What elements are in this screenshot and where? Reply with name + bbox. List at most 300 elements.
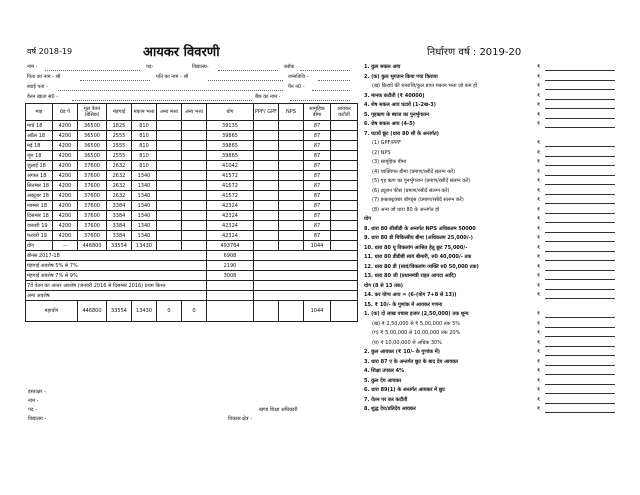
amount-field[interactable] [545,222,615,223]
salary-cell: 4200 [53,211,78,221]
extra-label: मंहगाई अवशेष 5% से 7% [26,261,207,271]
salary-row [26,141,358,151]
rupee-symbol: ₹ [537,359,541,365]
amount-field[interactable] [545,374,615,375]
amount-field[interactable] [545,127,615,128]
salary-cell: 39865 [207,151,254,161]
salary-cell [279,221,304,231]
amount-field[interactable] [545,279,615,280]
assessment-year: निर्धारण वर्ष : 2019-20 [427,47,522,58]
col-header: आयकर कटौती [331,104,358,121]
salary-cell: 37600 [78,221,107,231]
amount-field[interactable] [545,241,615,242]
salary-cell [182,221,207,231]
salary-cell [182,231,207,241]
salary-cell: 41572 [207,181,254,191]
computation-item: (2) NPS [372,150,391,156]
rupee-symbol: ₹ [537,283,541,289]
grand-total-cell [207,301,254,322]
amount-field[interactable] [545,403,615,404]
salary-cell: 2632 [107,181,132,191]
salary-cell: 446800 [78,241,107,251]
extra-empty [254,271,358,281]
extra-empty [254,291,358,301]
col-header: ग्रेड पे [53,104,78,121]
col-header: PPF/ GPF [254,104,279,121]
rupee-symbol: ₹ [537,321,541,327]
salary-cell [182,141,207,151]
salary-cell [254,201,279,211]
salary-cell [157,171,182,181]
salary-cell: 2632 [107,161,132,171]
address-line [58,90,283,91]
month-cell: जून 18 [26,151,53,161]
salary-cell: 87 [304,161,331,171]
amount-field[interactable] [545,194,615,195]
salary-cell [182,161,207,171]
grand-total-cell [254,301,279,322]
bank-name-label: बैंक का नाम - [255,94,281,100]
dob-label: जन्मतिथि - [288,74,309,80]
salary-cell: 4200 [53,161,78,171]
salary-cell: 37600 [78,211,107,221]
father-line [80,80,150,81]
salary-cell: 87 [304,221,331,231]
col-header: योग [207,104,254,121]
computation-item: (ख) ₹ 2,50,000 से ₹ 5,00,000 तक 5% [372,321,461,327]
salary-cell: 2632 [107,171,132,181]
salary-cell: 3384 [107,221,132,231]
salary-cell [157,231,182,241]
salary-cell [331,151,358,161]
amount-field[interactable] [545,118,615,119]
salary-cell [254,141,279,151]
officer-label: खण्ड शिक्षा अधिकारी [259,407,298,413]
salary-cell: 37600 [78,191,107,201]
rupee-symbol: ₹ [537,264,541,270]
salary-cell [279,131,304,141]
month-cell: अगस्त 18 [26,171,53,181]
salary-row [26,151,358,161]
amount-field[interactable] [545,384,615,385]
page-title: आयकर विवरणी [143,45,220,60]
salary-row [26,171,358,181]
amount-field[interactable] [545,99,615,100]
amount-field[interactable] [545,289,615,290]
salary-cell [279,161,304,171]
salary-cell [331,231,358,241]
salary-row [26,221,358,231]
rupee-symbol: ₹ [537,121,541,127]
salary-cell: 42324 [207,231,254,241]
salary-cell [331,191,358,201]
rupee-symbol: ₹ [537,330,541,336]
rupee-symbol: ₹ [537,292,541,298]
extra-value: 3008 [207,271,254,281]
salary-cell: 37600 [78,161,107,171]
grand-total-cell: 0 [157,301,182,322]
rupee-symbol: ₹ [537,254,541,260]
salary-cell: 4200 [53,231,78,241]
computation-item: 15. ₹ 10/- के गुणांक में आयकर गणना [364,302,443,308]
salary-cell [279,231,304,241]
salary-cell [331,141,358,151]
school-label: विद्यालय- [192,64,209,70]
salary-cell: 42324 [207,221,254,231]
salary-cell: -- [53,241,78,251]
amount-field[interactable] [545,317,615,318]
computation-item: 9. धारा 80 डी चिकित्सीय बीमा (अधिकतम 25,000/-) [364,235,473,241]
salary-cell: 36500 [78,151,107,161]
salary-cell: 3384 [107,211,132,221]
salary-cell [279,171,304,181]
grand-total-cell [279,301,304,322]
salary-cell: 1340 [132,221,157,231]
salary-cell [157,161,182,171]
computation-item: (3) सामूहिक बीमा [372,159,407,165]
extra-row [26,261,358,271]
amount-field[interactable] [545,184,615,185]
salary-cell [331,171,358,181]
month-cell: जनवरी 19 [26,221,53,231]
extra-empty [254,251,358,261]
month-cell: मार्च 18 [26,121,53,131]
salary-cell: 1044 [304,241,331,251]
salary-cell [254,171,279,181]
computation-item: 1. (क) दो लाख पचास हजार (2,50,000) तक शून्य [364,311,469,317]
extra-row [26,251,358,261]
salary-cell [279,151,304,161]
salary-cell [331,121,358,131]
grand-total-cell: 13430 [132,301,157,322]
salary-cell: 4200 [53,181,78,191]
salary-cell [279,211,304,221]
salary-cell: 41042 [207,161,254,171]
month-cell: जुलाई 18 [26,161,53,171]
salary-cell [331,221,358,231]
amount-field[interactable] [545,232,615,233]
grand-total-cell: 0 [182,301,207,322]
salary-cell: 13430 [132,241,157,251]
amount-field[interactable] [545,260,615,261]
salary-cell [157,201,182,211]
salary-row [26,201,358,211]
extra-row [26,281,358,291]
month-cell: नवम्बर 18 [26,201,53,211]
salary-cell: 87 [304,181,331,191]
extra-value [207,291,254,301]
salary-cell: 39865 [207,141,254,151]
salary-cell: 87 [304,141,331,151]
col-header: NPS [279,104,304,121]
rupee-symbol: ₹ [537,216,541,222]
salary-cell [182,201,207,211]
amount-field[interactable] [545,270,615,271]
school-line [218,70,278,71]
amount-field[interactable] [545,393,615,394]
salary-cell: 42324 [207,211,254,221]
salary-cell: 87 [304,231,331,241]
salary-cell: 87 [304,151,331,161]
computation-item: 4. शेष सकल आय घटायें (1-2ख-3) [364,102,436,108]
salary-cell: 36500 [78,131,107,141]
salary-table [25,103,358,322]
salary-cell [254,191,279,201]
salary-cell [182,211,207,221]
salary-cell [157,131,182,141]
salary-cell [254,211,279,221]
salary-cell [254,181,279,191]
salary-cell: 4200 [53,221,78,231]
salary-cell [331,241,358,251]
computation-item: (5) गृह ऋण का पुनर्भुगतान (प्रमाण/रसीदें संलग्न करें) [372,178,471,184]
salary-cell: 4200 [53,131,78,141]
amount-field[interactable] [545,355,615,356]
amount-field[interactable] [545,175,615,176]
rupee-symbol: ₹ [537,150,541,156]
salary-cell [182,131,207,141]
salary-cell: 37600 [78,181,107,191]
rupee-symbol: ₹ [537,83,541,89]
salary-cell: 87 [304,201,331,211]
bank-name-line [290,100,350,101]
grand-total-cell: 1044 [304,301,331,322]
salary-cell: 87 [304,191,331,201]
month-cell: दिसम्बर 18 [26,211,53,221]
amount-field[interactable] [545,165,615,166]
amount-field[interactable] [545,412,615,413]
salary-cell: 1340 [132,181,157,191]
salary-cell: 810 [132,121,157,131]
amount-field[interactable] [545,70,615,71]
salary-cell: 1340 [132,171,157,181]
computation-item: योग (8 से 13 तक) [364,283,404,289]
extra-empty [254,281,358,291]
post-label: पद- [146,64,154,70]
rupee-symbol: ₹ [537,368,541,374]
rupee-symbol: ₹ [537,406,541,412]
col-header: माह [26,104,53,121]
amount-field[interactable] [545,327,615,328]
computation-item: 2. (क) कुल भुगतान किया गया किराया [364,74,438,80]
bank-account-line [72,100,252,101]
salary-cell: 41572 [207,191,254,201]
salary-cell: 2555 [107,151,132,161]
computation-item: 2. कुल आयकर (₹ 10/- के गुणांक में) [364,349,440,355]
salary-cell [254,231,279,241]
salary-cell: 36500 [78,141,107,151]
computation-item: (8) अन्य जो धारा 80 के अन्तर्गत हों [372,207,440,213]
salary-cell: 1340 [132,191,157,201]
grand-total-cell: 446800 [78,301,107,322]
computation-item: 14. कर योग्य आय = (6-(योग 7+8 से 13)) [364,292,457,298]
signature-label: हस्ताक्षर - [28,389,46,395]
salary-cell [279,181,304,191]
salary-cell: 87 [304,131,331,141]
salary-cell: 810 [132,161,157,171]
rupee-symbol: ₹ [537,378,541,384]
amount-field[interactable] [545,251,615,252]
rupee-symbol: ₹ [537,273,541,279]
rupee-symbol: ₹ [537,207,541,213]
bank-account-label: वेतन खाता सं0 - [27,94,59,100]
amount-field[interactable] [545,156,615,157]
dob-line [318,80,350,81]
extra-value [207,281,254,291]
rupee-symbol: ₹ [537,397,541,403]
rupee-symbol: ₹ [537,311,541,317]
amount-field[interactable] [545,213,615,214]
salary-cell: 41572 [207,171,254,181]
col-header: मूल वेतन (बेसिक) [78,104,107,121]
rupee-symbol: ₹ [537,197,541,203]
computation-item: 10. धारा 80 यू विकलांग आश्रित हेतु छूट 75,000/- [364,245,468,251]
salary-table-body [26,121,358,251]
salary-cell [157,151,182,161]
amount-field[interactable] [545,146,615,147]
salary-cell: 39865 [207,131,254,141]
month-cell: अप्रैल 18 [26,131,53,141]
salary-row [26,191,358,201]
computation-item: 6. धारा 89(1) के अन्तर्गत आयकर में छूट [364,387,445,393]
salary-row [26,131,358,141]
block-line [300,70,350,71]
salary-cell: 39135 [207,121,254,131]
total-row [26,241,358,251]
grand-total-cell: 33554 [107,301,132,322]
salary-cell: 810 [132,151,157,161]
computation-item: 13. धारा 80 जी (प्रधानमंत्री राहत आपदा आदि) [364,273,457,279]
salary-cell: 42324 [207,201,254,211]
amount-field[interactable] [545,365,615,366]
salary-cell: 3384 [107,201,132,211]
computation-item: (ग) ₹ 5,00,000 से 10,00,000 तक 20% [372,330,461,336]
computation-item: (4) व्यक्तिगत बीमा (प्रमाण/रसीदें संलग्न करें) [372,169,456,175]
salary-row [26,211,358,221]
amount-field[interactable] [545,108,615,109]
computation-item: 5. गृहऋण के ब्याज का पुनर्भुगतान [364,112,429,118]
computation-item: 8. धारा 80 सीसीडी के अन्तर्गत NPS अधिकतम 50000 [364,226,476,232]
rupee-symbol: ₹ [537,93,541,99]
salary-cell [182,151,207,161]
amount-field[interactable] [545,80,615,81]
salary-cell: 1340 [132,201,157,211]
amount-field[interactable] [545,203,615,204]
extra-label: अन्य अवशेष [26,291,207,301]
rupee-symbol: ₹ [537,140,541,146]
computation-item: 7. घटायें छूट (धारा 80 सी के अन्तर्गत) [364,131,439,137]
husband-line [208,80,283,81]
col-header: सामूहिक बीमा [304,104,331,121]
extra-empty [254,261,358,271]
salary-cell: 37600 [78,171,107,181]
amount-field[interactable] [545,89,615,90]
father-name-label: पिता का नाम - श्री [27,74,61,80]
amount-field[interactable] [545,298,615,299]
salary-cell [182,191,207,201]
amount-field[interactable] [545,336,615,337]
computation-item: (ख) किराये की धनराशि/कुल प्राप्त मकान भत्ता जो कम हो [372,83,478,89]
extra-row [26,291,358,301]
salary-cell: 4200 [53,121,78,131]
extra-label: मंहगाई अवशेष 7% से 9% [26,271,207,281]
computation-item: 8. शुद्ध देय/प्रतिदेय आयकर [364,406,416,412]
salary-cell [182,181,207,191]
salary-cell [279,141,304,151]
salary-cell [254,151,279,161]
salary-cell [279,241,304,251]
rupee-symbol: ₹ [537,340,541,346]
col-header: मंहगाई [107,104,132,121]
grand-total-cell [331,301,358,322]
salary-cell [254,131,279,141]
rupee-symbol: ₹ [537,226,541,232]
salary-cell [157,191,182,201]
salary-cell [182,171,207,181]
salary-row [26,121,358,131]
computation-item: 7. वेतन पर कर कटौती [364,397,408,403]
salary-cell: 810 [132,141,157,151]
rupee-symbol: ₹ [537,349,541,355]
salary-cell [182,241,207,251]
amount-field[interactable] [545,346,615,347]
salary-cell [157,121,182,131]
salary-cell: 37600 [78,201,107,211]
name-label: नाम - [27,64,38,70]
salary-cell [331,201,358,211]
salary-cell: 4200 [53,171,78,181]
salary-row [26,181,358,191]
salary-cell [331,181,358,191]
salary-cell: 810 [132,131,157,141]
rupee-symbol: ₹ [537,74,541,80]
rupee-symbol: ₹ [537,102,541,108]
salary-cell: 4200 [53,191,78,201]
pan-line [312,90,350,91]
month-cell: मई 18 [26,141,53,151]
extra-rows [26,251,358,301]
rupee-symbol: ₹ [537,188,541,194]
month-cell: फरवरी 19 [26,231,53,241]
computation-item: 1. कुल सकल आय [364,64,401,70]
month-cell: सितम्बर 18 [26,181,53,191]
computation-item: (7) इन्फ्रास्ट्रक्चर बॉण्ड्स (प्रमाण/रसीदें संलग्न करें) [372,197,464,203]
computation-item: 5. कुल देय आयकर [364,378,402,384]
computation-item: 3. मानक कटौती (₹ 40000) [364,93,425,99]
salary-cell: 4200 [53,151,78,161]
salary-cell: 2555 [107,141,132,151]
rupee-symbol: ₹ [537,159,541,165]
rupee-symbol: ₹ [537,169,541,175]
salary-cell: 2555 [107,131,132,141]
computation-item: (1) GPF/PPF [372,140,402,146]
col-header: अन्य भत्ता [157,104,182,121]
salary-cell [157,241,182,251]
footer-school-label: विद्यालय - [28,416,47,422]
footer-post-label: पद - [28,407,37,413]
rupee-symbol: ₹ [537,64,541,70]
salary-cell: 1825 [107,121,132,131]
salary-cell: 87 [304,171,331,181]
salary-cell: 1340 [132,211,157,221]
salary-cell: 36500 [78,121,107,131]
name-line [45,70,140,71]
salary-cell: 4200 [53,201,78,211]
month-cell: योग [26,241,53,251]
rupee-symbol: ₹ [537,178,541,184]
salary-cell: 3384 [107,231,132,241]
grand-total-section [26,301,358,322]
